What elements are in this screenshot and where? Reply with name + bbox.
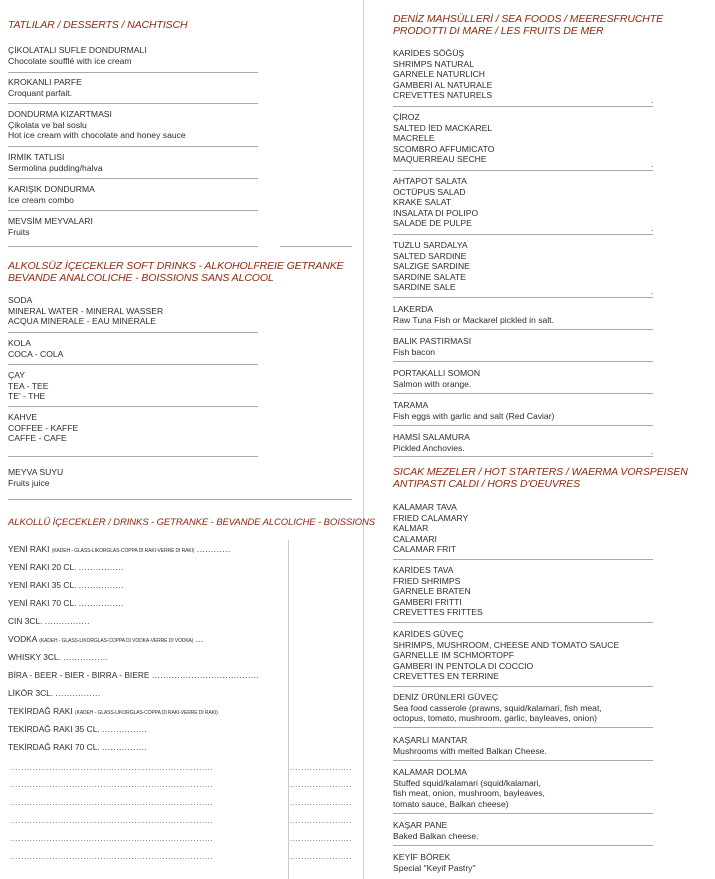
blank-price-line: ...................... <box>290 834 353 843</box>
blank-entry-line: ........................................................................ <box>10 763 214 772</box>
soft-drinks-title-line-2: BEVANDE ANALCOLICHE - BOISSIONS SANS ALCOOL <box>8 272 274 284</box>
drink-row: TEKİRDAĞ RAKI (KADEH - GLASS-LIKORGLAS-COPPA DI RAKI-VERRE DI RAKI) <box>8 706 218 716</box>
price-dot: . <box>651 95 654 105</box>
price-dot: . <box>651 446 654 456</box>
divider-rule <box>280 246 352 247</box>
blank-price-line: ...................... <box>290 798 353 807</box>
soft-drink-item: ÇAY TEA - TEE TE' - THE <box>8 370 49 401</box>
divider-rule <box>393 170 653 171</box>
seafood-title-line-2: PRODOTTI DI MARE / LES FRUITS DE MER <box>393 25 604 37</box>
divider-rule <box>8 406 258 407</box>
divider-rule <box>8 103 258 104</box>
divider-rule <box>393 456 653 457</box>
divider-rule <box>8 178 258 179</box>
blank-price-line: ...................... <box>290 763 353 772</box>
seafood-item: TUZLU SARDALYA SALTED SARDINE SALZIGE SARDINE SARDINE SALATE SARDINE SALE <box>393 240 470 292</box>
seafood-item: TARAMA Fish eggs with garlic and salt (Red Caviar) <box>393 400 555 421</box>
drink-row: LİKÖR 3CL. ................ <box>8 688 101 698</box>
drink-row: CIN 3CL. ................ <box>8 616 91 626</box>
divider-rule <box>393 622 653 623</box>
divider-rule <box>8 499 352 500</box>
drink-row: TEKİRDAĞ RAKI 35 CL. ................ <box>8 724 148 734</box>
divider-rule <box>393 425 653 426</box>
hot-starter-item: KALAMAR TAVA FRIED CALAMARY KALMAR CALAMARI CALAMAR FRIT <box>393 502 469 554</box>
drink-row: YENİ RAKI 20 CL. ................ <box>8 562 124 572</box>
divider-rule <box>393 234 653 235</box>
seafood-title-line-1: DENİZ MAHSÜLLERİ / SEA FOODS / MEERESFRUCHTE <box>393 13 664 25</box>
divider-rule <box>8 332 258 333</box>
soft-drinks-title-line-1: ALKOLSÜZ İÇECEKLER SOFT DRINKS - ALKOHOLFREIE GETRANKE <box>8 260 344 272</box>
hot-starter-item: KAŞAR PANE Baked Balkan cheese. <box>393 820 479 841</box>
price-dot: . <box>651 223 654 233</box>
blank-price-line: ...................... <box>290 852 353 861</box>
soft-drink-item: KOLA COCA - COLA <box>8 338 64 359</box>
blank-entry-line: ........................................................................ <box>10 834 214 843</box>
soft-drink-item: SODA MINERAL WATER - MINERAL WASSER ACQUA MINERALE - EAU MINERALE <box>8 295 164 326</box>
blank-price-line: ...................... <box>290 816 353 825</box>
divider-rule <box>8 246 258 247</box>
divider-rule <box>393 393 653 394</box>
soft-drink-item: KAHVE COFFEE - KAFFE CAFFE - CAFE <box>8 412 79 443</box>
price-dot: . <box>651 286 654 296</box>
divider-rule <box>8 364 258 365</box>
blank-entry-line: ........................................................................ <box>10 780 214 789</box>
dessert-item: KROKANLI PARFE Croquant parfait. <box>8 77 82 98</box>
hot-starters-title-line-1: SICAK MEZELER / HOT STARTERS / WAERMA VORSPEISEN <box>393 466 688 478</box>
seafood-item: AHTAPOT SALATA OCTÜPUS SALAD KRAKE SALAT INSALATA DI POLIPO SALADE DE PULPE <box>393 176 479 228</box>
dessert-item: ÇİKOLATALI SUFLE DONDURMALI Chocolate soufflé with ice cream <box>8 45 147 66</box>
seafood-item: KARİDES SÖĞÜŞ SHRIMPS NATURAL GARNELE NATURLICH GAMBERI AL NATURALE CREVETTES NATURELS <box>393 48 493 100</box>
blank-price-line: ...................... <box>290 780 353 789</box>
divider-rule <box>393 559 653 560</box>
desserts-title: TATLILAR / DESSERTS / NACHTISCH <box>8 19 188 31</box>
drink-row: YENİ RAKI (KADEH - GLASS-LIKORGLAS-COPPA DI RAKI-VERRE DI RAKI) ............ <box>8 544 231 554</box>
dessert-item: MEVSİM MEYVALARI Fruits <box>8 216 93 237</box>
dessert-item: İRMİK TATLISI Sermolina pudding/halva <box>8 152 103 173</box>
drink-row: BİRA - BEER - BIER - BIRRA - BIERE ...................................... <box>8 670 260 680</box>
drink-row: VODKA (KADEH - GLASS-LIKORGLAS-COPPA DI VODKA-VERRE DI VODKA) ... <box>8 634 205 644</box>
drink-row: YENİ RAKI 35 CL. ................ <box>8 580 124 590</box>
seafood-item: HAMSİ SALAMURA Pickled Anchovies. <box>393 432 470 453</box>
dessert-item: DONDURMA KIZARTMASI Çikolata ve bal soslu Hot ice cream with chocolate and honey sauce <box>8 109 186 140</box>
divider-rule <box>393 297 653 298</box>
blank-entry-line: ........................................................................ <box>10 852 214 861</box>
seafood-item: BALIK PASTIRMASI Fish bacon <box>393 336 472 357</box>
divider-rule <box>8 456 258 457</box>
seafood-item: PORTAKALLI SOMON Salmon with orange. <box>393 368 481 389</box>
divider-rule <box>8 146 258 147</box>
dessert-item: KARIŞIK DONDURMA Ice cream combo <box>8 184 95 205</box>
divider-rule <box>393 760 653 761</box>
drink-row: YENİ RAKI 70 CL. ................ <box>8 598 124 608</box>
divider-rule <box>393 813 653 814</box>
drink-row: TEKİRDAĞ RAKI 70 CL. ................ <box>8 742 148 752</box>
hot-starter-item: KALAMAR DOLMA Stuffed squid/kalamari (squid/kalamari, fish meat, onion, mushroom, bayleaves, tomato sauce, Balkan cheese) <box>393 767 545 809</box>
blank-entry-line: ........................................................................ <box>10 816 214 825</box>
divider-rule <box>8 72 258 73</box>
blank-entry-line: ........................................................................ <box>10 798 214 807</box>
alcoholic-drinks-title: ALKOLLÜ İÇECEKLER / DRINKS - GETRANKE - BEVANDE ALCOLICHE - BOISSIONS <box>8 517 376 528</box>
divider-rule <box>393 686 653 687</box>
divider-rule <box>393 106 653 107</box>
hot-starter-item: KARİDES TAVA FRIED SHRIMPS GARNELE BRATEN GAMBERI FRITTI CREVETTES FRITTES <box>393 565 483 617</box>
hot-starter-item: KEYİF BÖREK Special "Keyif Pastry" <box>393 852 476 873</box>
hot-starter-item: DENİZ ÜRÜNLERİ GÜVEÇ Sea food casserole (prawns, squid/kalamari, fish meat, octopus, tomato, mushroom, garlic, bayleaves, onion) <box>393 692 602 723</box>
price-column-line <box>288 540 289 879</box>
hot-starter-item: KAŞARLI MANTAR Mushrooms with melted Balkan Cheese. <box>393 735 547 756</box>
drink-row: WHISKY 3CL. ................ <box>8 652 109 662</box>
divider-rule <box>393 329 653 330</box>
soft-drink-item: MEYVA SUYU Fruits juice <box>8 467 64 488</box>
divider-rule <box>393 845 653 846</box>
price-dot: . <box>651 159 654 169</box>
seafood-item: LAKERDA Raw Tuna Fish or Mackarel pickled in salt. <box>393 304 554 325</box>
seafood-item: ÇİROZ SALTED İED MACKAREL MACRELE SCOMBRO AFFUMICATO MAQUERREAU SECHE <box>393 112 495 164</box>
divider-rule <box>393 361 653 362</box>
column-divider <box>363 0 364 879</box>
divider-rule <box>393 727 653 728</box>
hot-starters-title-line-2: ANTIPASTI CALDI / HORS D'OEUVRES <box>393 478 581 490</box>
divider-rule <box>8 210 258 211</box>
hot-starter-item: KARİDES GÜVEÇ SHRIMPS, MUSHROOM, CHEESE AND TOMATO SAUCE GARNELLE IM SCHMORTOPF GAMBERI IN PENTOLA DI COCCIO CREVETTES EN TERRINE <box>393 629 620 681</box>
